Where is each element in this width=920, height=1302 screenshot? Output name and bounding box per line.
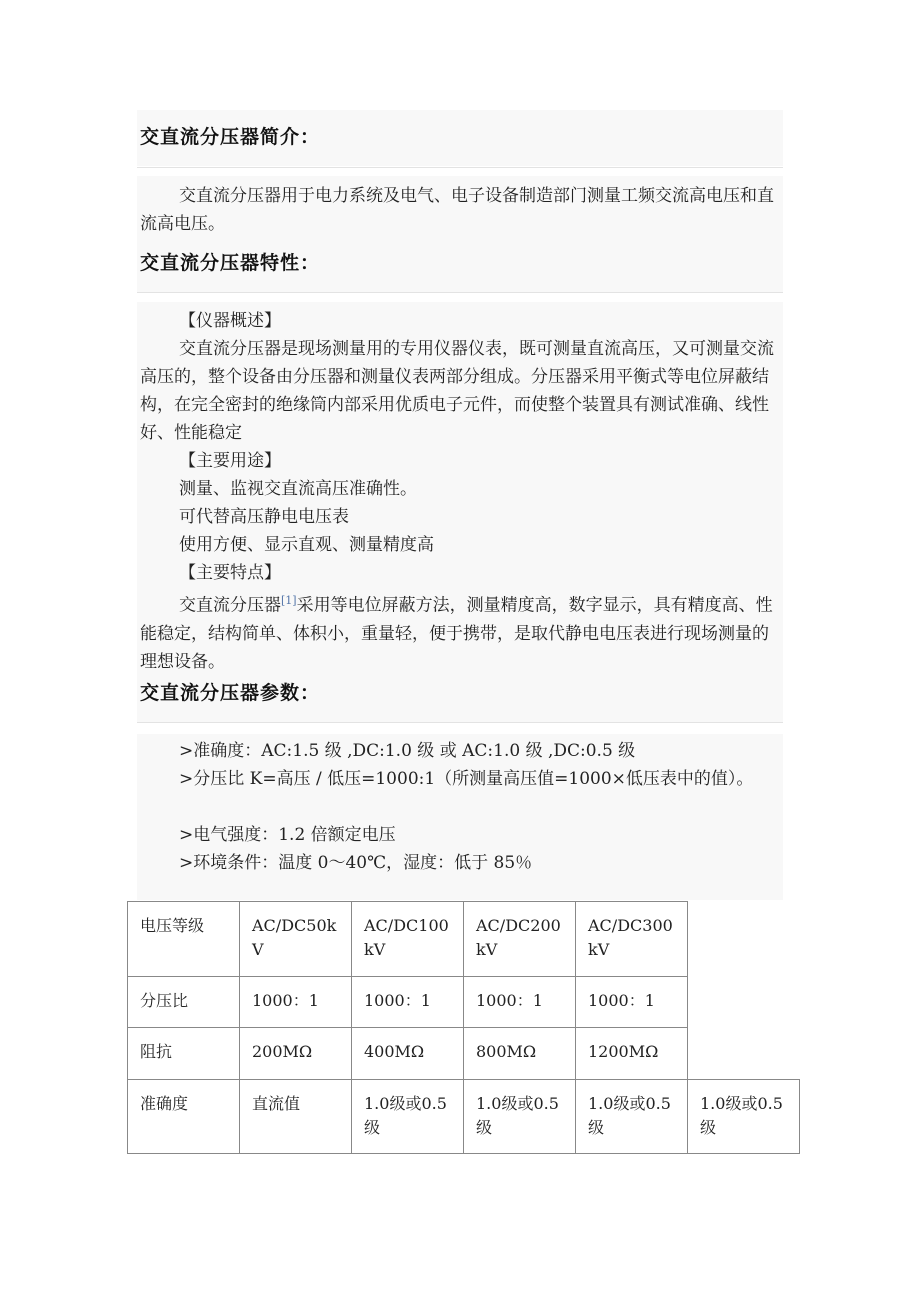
- table-cell: 1.0级或0.5级: [463, 1079, 576, 1154]
- traits-tag: 【主要特点】: [179, 563, 281, 583]
- intro-heading: 交直流分压器简介：: [140, 126, 321, 148]
- table-cell: 电压等级: [127, 901, 240, 977]
- table-cell: AC/DC50kV: [239, 901, 352, 977]
- param-item: >分压比 K=高压 / 低压=1000:1（所测量高压值=1000×低压表中的值）。: [179, 769, 754, 789]
- intro-paragraph: 交直流分压器用于电力系统及电气、电子设备制造部门测量工频交流高电压和直流高电压。: [140, 186, 774, 234]
- table-cell: 1.0级或0.5级: [575, 1079, 688, 1154]
- traits-paragraph: [140, 587, 776, 676]
- table-cell: 1.0级或0.5级: [687, 1079, 800, 1154]
- table-cell: AC/DC100kV: [351, 901, 464, 977]
- table-cell: 直流值: [239, 1079, 352, 1154]
- table-cell: 准确度: [127, 1079, 240, 1154]
- table-cell: 分压比: [127, 976, 240, 1028]
- overview-text: 交直流分压器是现场测量用的专用仪器仪表，既可测量直流高压，又可测量交流高压的，整个设备由分压器和测量仪表两部分组成。分压器采用平衡式等电位屏蔽结构，在完全密封的绝缘筒内部采用优质电子元件，而使整个装置具有测试准确、线性好、性能稳定: [140, 339, 774, 443]
- divider: [137, 167, 783, 168]
- table-cell: 1000：1: [351, 976, 464, 1028]
- table-cell: 1.0级或0.5级: [351, 1079, 464, 1154]
- table-cell: 1200MΩ: [575, 1027, 688, 1080]
- params-heading: 交直流分压器参数：: [140, 682, 321, 704]
- usage-item: 可代替高压静电电压表: [179, 507, 349, 527]
- table-cell: 1000：1: [463, 976, 576, 1028]
- usage-item: 测量、监视交直流高压准确性。: [179, 479, 417, 499]
- param-item: >准确度：AC:1.5 级 ,DC:1.0 级 或 AC:1.0 级 ,DC:0.5 级: [179, 741, 636, 761]
- table-cell: AC/DC200kV: [463, 901, 576, 977]
- traits-text: 采用等电位屏蔽方法，测量精度高，数字显示，具有精度高、性能稳定，结构简单、体积小，重量轻，便于携带，是取代静电电压表进行现场测量的理想设备。: [140, 595, 773, 672]
- table-cell: 1000：1: [239, 976, 352, 1028]
- table-cell: 200MΩ: [239, 1027, 352, 1080]
- overview-tag: 【仪器概述】: [179, 311, 281, 331]
- divider: [137, 722, 783, 723]
- features-heading: 交直流分压器特性：: [140, 252, 321, 274]
- divider: [137, 292, 783, 293]
- table-cell: 800MΩ: [463, 1027, 576, 1080]
- table-cell: 400MΩ: [351, 1027, 464, 1080]
- table-cell: 阻抗: [127, 1027, 240, 1080]
- param-item: >电气强度：1.2 倍额定电压: [179, 825, 396, 845]
- param-item: >环境条件：温度 0～40℃，湿度：低于 85％: [179, 853, 533, 873]
- table-cell: 1000：1: [575, 976, 688, 1028]
- usage-item: 使用方便、显示直观、测量精度高: [179, 535, 434, 555]
- table-cell: AC/DC300kV: [575, 901, 688, 977]
- reference-link[interactable]: [1]: [281, 594, 297, 607]
- traits-lead: 交直流分压器: [179, 595, 281, 616]
- usage-tag: 【主要用途】: [179, 451, 281, 471]
